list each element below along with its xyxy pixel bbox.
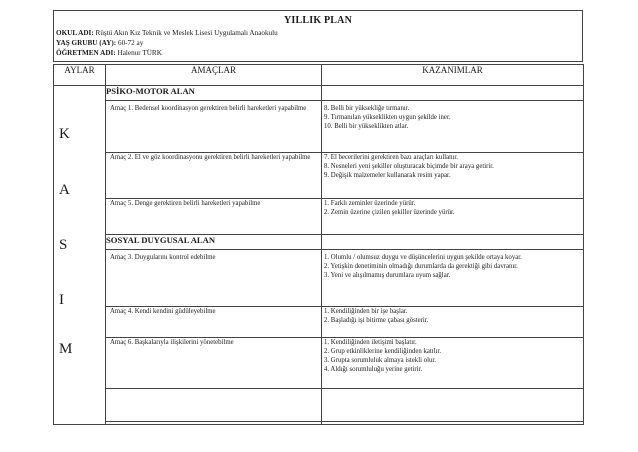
gain-item: 3. Yeni ve alışılmamış durumlara uyum sağlar.	[324, 272, 451, 279]
table-row	[54, 307, 584, 338]
gain-item: 1. Olumlu / olumsuz duygu ve düşüncelerini uygun şekilde ortaya koyar.	[324, 254, 522, 261]
gain-item: 9. Tırmanılan yükseklikten uygun şekilde iner.	[324, 114, 451, 121]
school-label: OKUL ADI:	[56, 29, 94, 37]
gain-item: 1. Kendiliğinden iletişimi başlatır.	[324, 339, 417, 347]
gains-cell	[322, 153, 584, 199]
table-row-blank	[54, 422, 584, 425]
table-row	[54, 250, 584, 307]
gains-cell	[322, 199, 584, 235]
gain-item: 8. Belli bir yüksekliğe tırmanır.	[324, 105, 410, 112]
gain-item: 2. Zemin üzerine çizilen şekiller üzerinde yürür.	[324, 209, 455, 217]
gains-cell	[322, 101, 584, 153]
month-letter: A	[59, 182, 70, 198]
section-psychomotor-title-row	[54, 86, 584, 101]
goal-cell	[106, 199, 322, 235]
gain-item: 7. El becerilerini gerektiren bazı araçları kullanır.	[324, 154, 458, 162]
section-title: SOSYAL DUYGUSAL ALAN	[106, 235, 322, 250]
empty-cell	[322, 235, 584, 250]
age-label: YAŞ GRUBU (AY):	[56, 39, 117, 47]
teacher-line	[56, 49, 162, 57]
goal-text: Amaç 2. El ve göz koordinasyonu gerektiren belirli hareketleri yapabilme	[110, 154, 311, 162]
age-value: 60-72 ay	[117, 39, 144, 47]
table-row	[54, 199, 584, 235]
empty-cell	[322, 389, 584, 422]
goal-cell	[106, 101, 322, 153]
plan-title: YILLIK PLAN	[283, 15, 353, 26]
goal-cell	[106, 250, 322, 307]
teacher-value: Halenur TÜRK	[117, 49, 162, 57]
gain-item: 2. Grup etkinliklerine kendiliğinden katılır.	[324, 348, 442, 356]
table-header-row	[54, 65, 584, 86]
gains-cell	[322, 250, 584, 307]
gain-item: 4. Aldığı sorumluluğu yerine getirir.	[324, 366, 423, 374]
gain-item: 1. Farklı zeminler üzerinde yürür.	[324, 200, 416, 208]
column-header-months: AYLAR	[54, 65, 106, 86]
plan-header	[53, 10, 583, 62]
empty-cell	[106, 422, 322, 425]
empty-cell	[322, 86, 584, 101]
month-cell	[54, 86, 106, 425]
gains-cell	[322, 338, 584, 389]
gain-item: 3. Grupta sorumluluk almaya istekli olur.	[324, 357, 436, 365]
goal-text: Amaç 3. Duygularını kontrol edebilme	[110, 254, 216, 261]
column-header-gains: KAZANIMLAR	[322, 65, 584, 86]
school-name-line	[56, 29, 278, 37]
goal-text: Amaç 4. Kendi kendini güdüleyebilme	[110, 308, 216, 316]
teacher-label: ÖĞRETMEN ADI:	[56, 49, 116, 57]
school-value: Rüştü Akın Kız Teknik ve Meslek Lisesi Uygulamalı Anaokulu	[95, 29, 278, 37]
month-letter: S	[59, 237, 68, 253]
goal-cell	[106, 338, 322, 389]
table-row	[54, 153, 584, 199]
goal-text: Amaç 1. Bedensel koordinasyon gerektiren belirli hareketleri yapabilme	[110, 105, 307, 112]
section-title: PSİKO-MOTOR ALAN	[106, 86, 322, 101]
plan-table	[53, 64, 584, 425]
age-group-line	[56, 39, 143, 47]
table-row	[54, 101, 584, 153]
empty-cell	[106, 389, 322, 422]
gain-item: 10. Belli bir yükseklikten atlar.	[324, 123, 409, 130]
gain-item: 1. Kendiliğinden bir işe başlar.	[324, 308, 408, 316]
month-letter: K	[59, 126, 70, 142]
table-row-blank	[54, 389, 584, 422]
gain-item: 2. Yetişkin denetiminin olmadığı durumlarda da gerektiği gibi davranır.	[324, 263, 518, 270]
gains-cell	[322, 307, 584, 338]
gain-item: 2. Başladığı işi bitirme çabası gösterir.	[324, 317, 429, 325]
goal-text: Amaç 5. Denge gerektiren belirli hareketleri yapabilme	[110, 200, 261, 208]
gain-item: 9. Değişik malzemeler kullanarak resim yapar.	[324, 172, 451, 180]
gain-item: 8. Nesneleri yeni şekiller oluşturacak biçimde bir araya getirir.	[324, 163, 494, 171]
month-letter: M	[59, 341, 73, 357]
goal-text: Amaç 6. Başkalarıyla ilişkilerini yönetebilme	[110, 339, 234, 347]
goal-cell	[106, 307, 322, 338]
table-row	[54, 338, 584, 389]
section-social-title-row	[54, 235, 584, 250]
empty-cell	[322, 422, 584, 425]
month-letter: I	[59, 292, 64, 308]
column-header-goals: AMAÇLAR	[106, 65, 322, 86]
goal-cell	[106, 153, 322, 199]
